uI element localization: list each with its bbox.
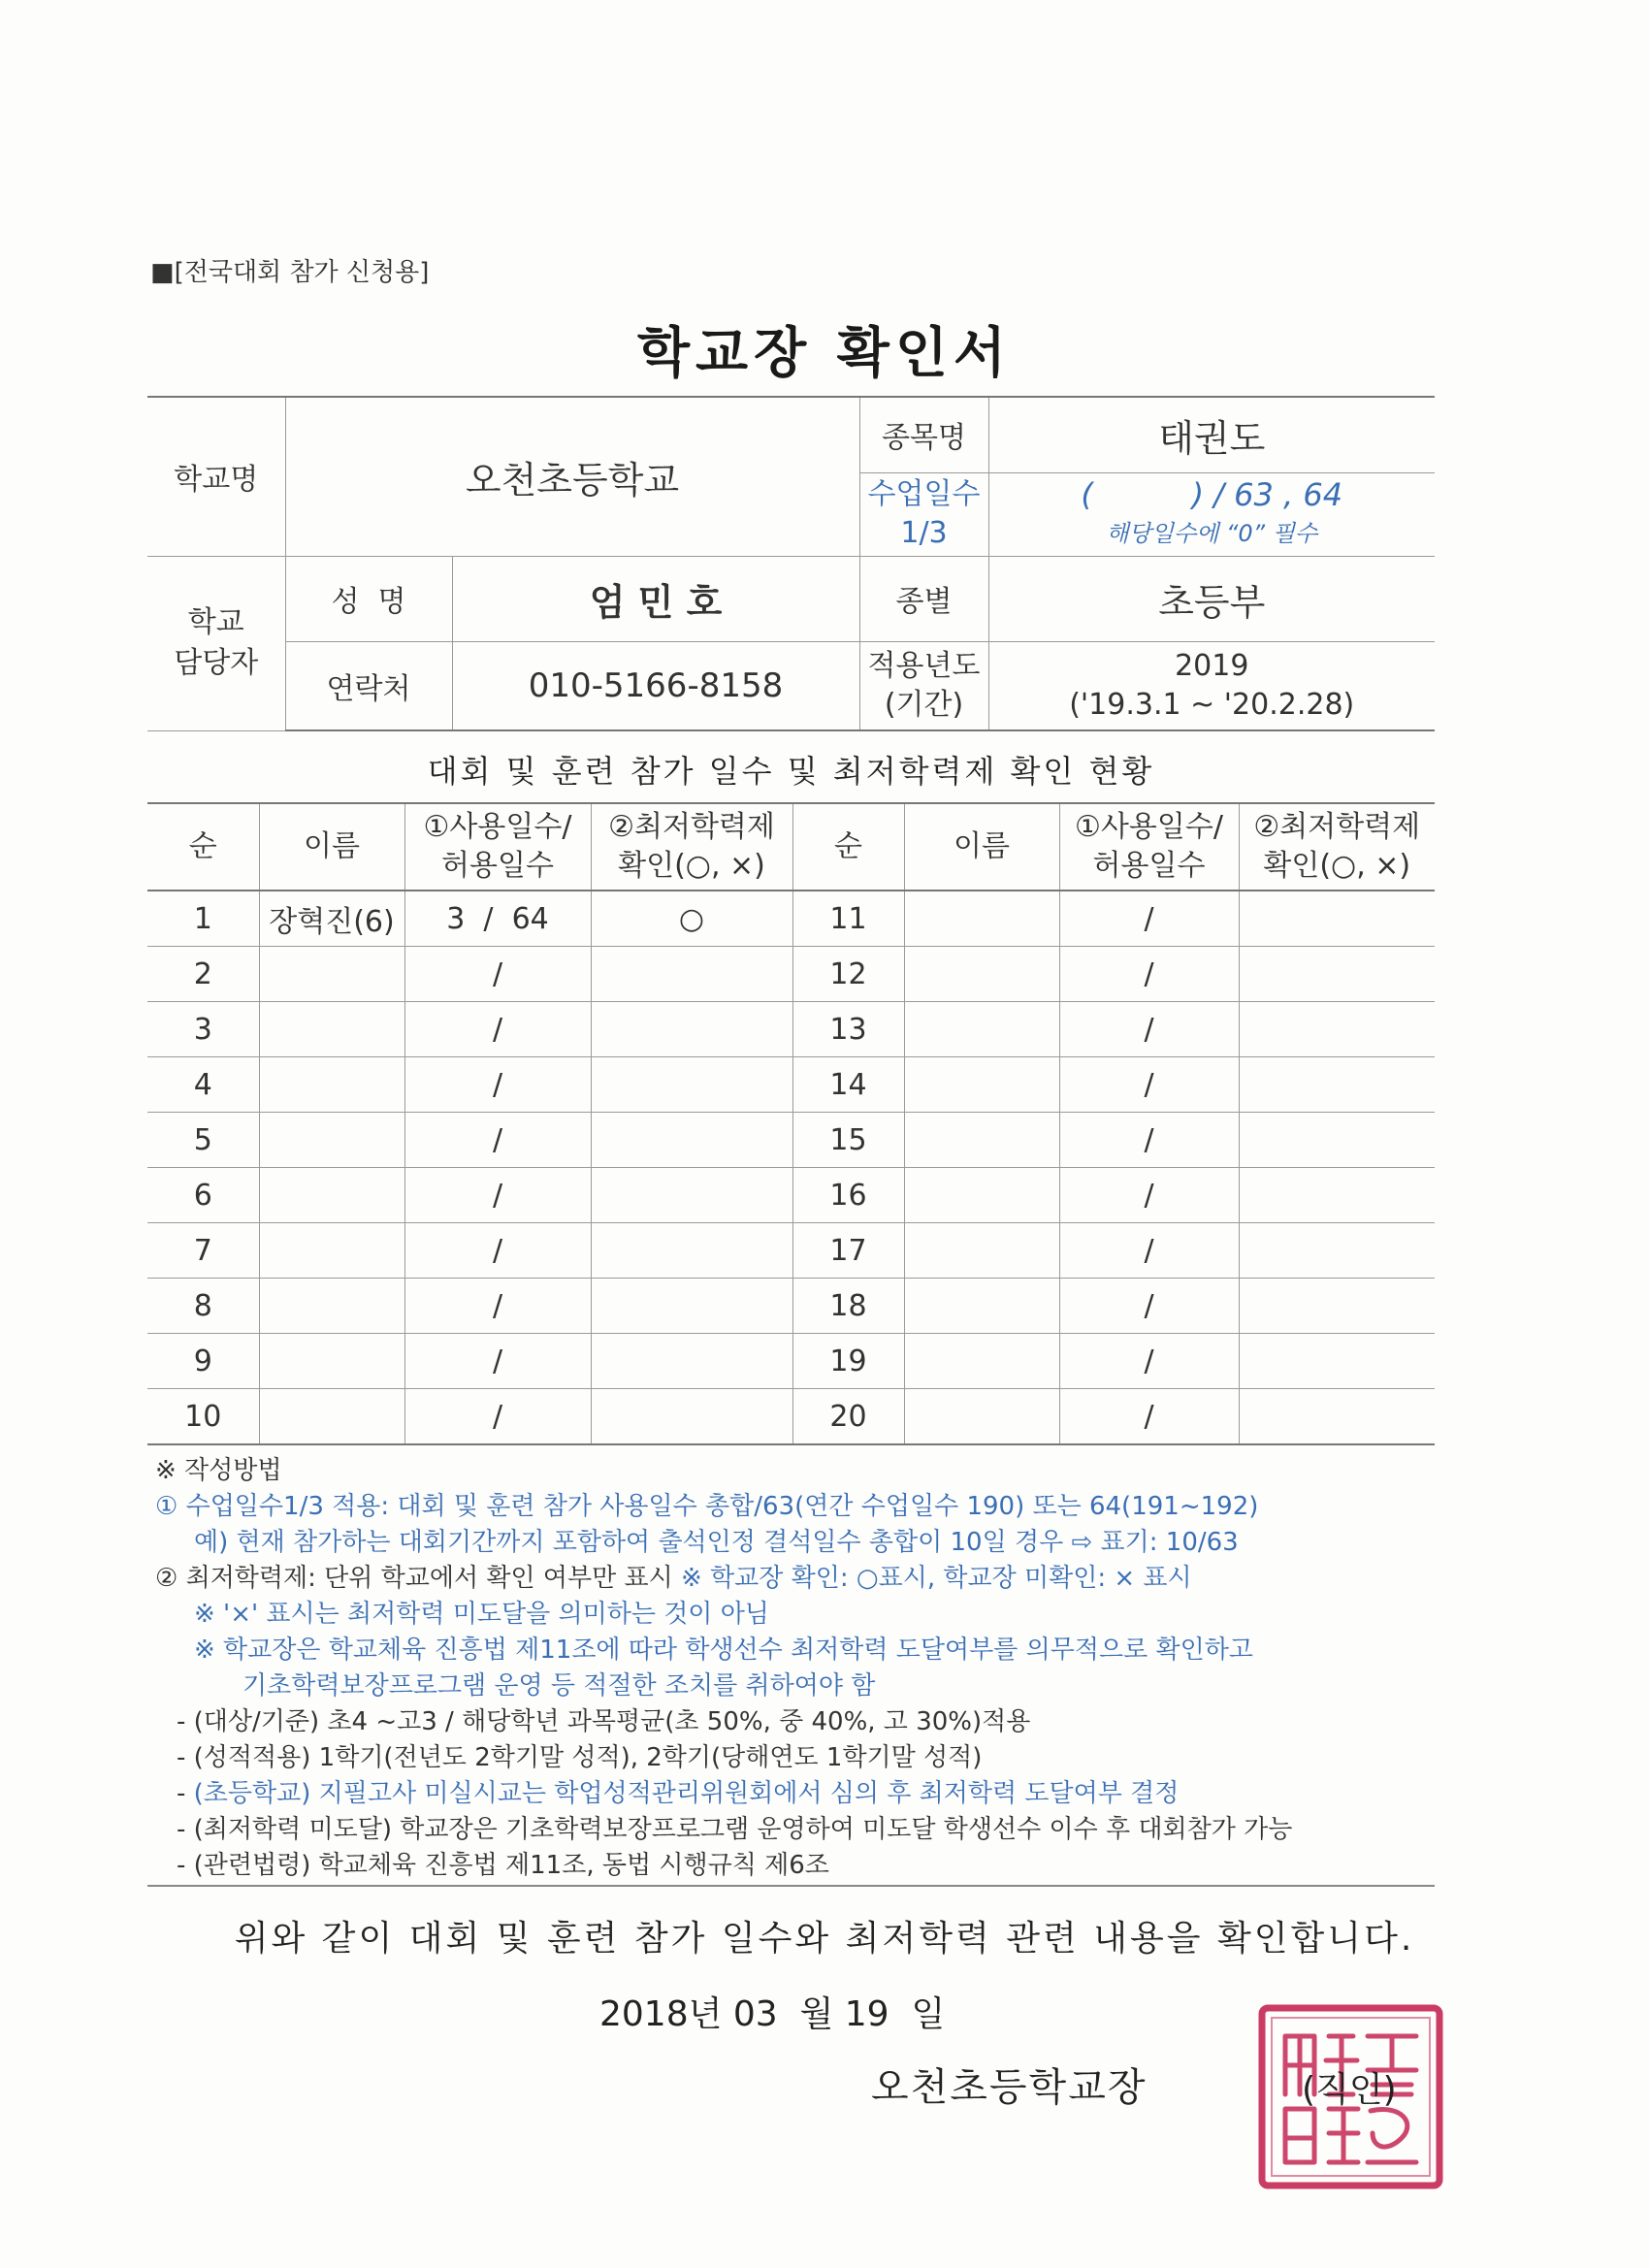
row-number: 16: [792, 1168, 904, 1223]
row-number: 9: [147, 1334, 259, 1389]
athlete-name: [259, 947, 404, 1002]
row-number: 8: [147, 1279, 259, 1334]
note-dash-1: - (대상/기준) 초4 ~고3 / 해당학년 과목평균(초 50%, 중 40%, 고 30%)적용: [177, 1707, 1031, 1736]
days-used: /: [1059, 1002, 1239, 1057]
academic-check: [1239, 891, 1435, 947]
days-used: /: [1059, 1279, 1239, 1334]
row-number: 7: [147, 1223, 259, 1279]
row-number: 17: [792, 1223, 904, 1279]
row-number: 14: [792, 1057, 904, 1113]
row-number: 1: [147, 891, 259, 947]
athlete-name: [904, 1223, 1059, 1279]
year-label-period: (기간): [884, 687, 964, 722]
note-dash-2: - (성적적용) 1학기(전년도 2학기말 성적), 2학기(당해연도 1학기말 성적): [177, 1743, 983, 1772]
table-row: [147, 947, 1435, 1002]
academic-check: [1239, 1057, 1435, 1113]
contact-label: 연락처: [285, 641, 452, 730]
table-row: [147, 891, 1435, 947]
athlete-name: [259, 1389, 404, 1445]
note-2: [155, 1561, 1445, 1597]
row-number: 20: [792, 1389, 904, 1445]
manager-label: 학교: [187, 605, 244, 639]
academic-check: [1239, 1334, 1435, 1389]
academic-check: [591, 947, 792, 1002]
note-4: ※ 학교장은 학교체육 진흥법 제11조에 따라 학생선수 최저학력 도달여부를 의무적으로 확인하고: [194, 1636, 1253, 1665]
note-dash-4: - (최저학력 미도달) 학교장은 기초학력보장프로그램 운영하여 미도달 학생선수 이수 후 대회참가 가능: [177, 1815, 1293, 1844]
row-number: 11: [792, 891, 904, 947]
name-label: 성 명: [285, 556, 452, 641]
days-used: /: [1059, 1223, 1239, 1279]
days-used: /: [1059, 1057, 1239, 1113]
class-days-fraction: 1/3: [900, 516, 948, 550]
table-row: [147, 1002, 1435, 1057]
academic-check: ○: [591, 891, 792, 947]
days-used: /: [404, 1334, 591, 1389]
confirmation-statement: 위와 같이 대회 및 훈련 참가 일수와 최저학력 관련 내용을 확인합니다.: [234, 1919, 1415, 1959]
academic-check: [591, 1389, 792, 1445]
days-used: /: [1059, 1334, 1239, 1389]
athlete-name: [904, 1113, 1059, 1168]
academic-check: [1239, 1002, 1435, 1057]
notes-divider: [147, 1885, 1435, 1887]
academic-check: [591, 1057, 792, 1113]
days-used: /: [1059, 947, 1239, 1002]
athlete-name: 장혁진(6): [259, 891, 404, 947]
days-used: /: [1059, 1389, 1239, 1445]
days-used: /: [404, 1057, 591, 1113]
header-no: 순: [792, 803, 904, 891]
academic-check: [591, 1002, 792, 1057]
table-row: [147, 1334, 1435, 1389]
academic-check: [1239, 1279, 1435, 1334]
academic-check: [1239, 1113, 1435, 1168]
table-row: [147, 1223, 1435, 1279]
row-number: 12: [792, 947, 904, 1002]
row-number: 15: [792, 1113, 904, 1168]
athlete-name: [259, 1168, 404, 1223]
notes-heading: ※ 작성방법: [155, 1456, 282, 1485]
header-confirm-mark: 확인(○, ×): [618, 849, 765, 883]
principal-name: 오천초등학교장: [871, 2065, 1148, 2110]
header-days-allowed: 허용일수: [441, 849, 554, 883]
row-number: 2: [147, 947, 259, 1002]
header-days: ①사용일수/: [1075, 810, 1223, 844]
athlete-name: [259, 1002, 404, 1057]
division-value: 초등부: [988, 556, 1435, 641]
note-2-text: ② 최저학력제: 단위 학교에서 확인 여부만 표시: [155, 1564, 673, 1593]
status-header-row: [147, 803, 1435, 891]
class-days-note: 해당일수에 “0” 필수: [1106, 520, 1318, 547]
academic-check: [591, 1113, 792, 1168]
header-no: 순: [147, 803, 259, 891]
year-value: 2019: [1175, 648, 1249, 683]
sport-label: 종목명: [859, 397, 988, 472]
athlete-name: [904, 891, 1059, 947]
days-used: /: [404, 1223, 591, 1279]
days-used: /: [404, 1002, 591, 1057]
note-dash-3: [155, 1776, 1445, 1812]
note-dash-3-prefix: -: [177, 1779, 194, 1808]
class-days-label: 수업일수: [867, 477, 981, 511]
table-row: [147, 1389, 1435, 1445]
row-number: 3: [147, 1002, 259, 1057]
days-used: /: [1059, 891, 1239, 947]
status-title: 대회 및 훈련 참가 일수 및 최저학력제 확인 현황: [427, 753, 1155, 790]
instructions: [155, 1453, 1445, 1884]
school-name: 오천초등학교: [285, 397, 859, 556]
row-number: 10: [147, 1389, 259, 1445]
academic-check: [591, 1334, 792, 1389]
days-used: /: [1059, 1113, 1239, 1168]
table-row: [147, 1168, 1435, 1223]
header-name: 이름: [259, 803, 404, 891]
note-2-marks: ※ 학교장 확인: ○표시, 학교장 미확인: × 표시: [672, 1564, 1192, 1593]
header-confirm-mark: 확인(○, ×): [1263, 849, 1411, 883]
academic-check: [1239, 1223, 1435, 1279]
division-label: 종별: [859, 556, 988, 641]
days-used: /: [404, 1113, 591, 1168]
days-used: /: [404, 1279, 591, 1334]
athlete-name: [904, 947, 1059, 1002]
academic-check: [1239, 1168, 1435, 1223]
contact-value: 010-5166-8158: [452, 641, 859, 730]
academic-check: [591, 1279, 792, 1334]
document-title: 학교장 확인서: [636, 322, 1013, 385]
athlete-name: [904, 1389, 1059, 1445]
athlete-name: [904, 1002, 1059, 1057]
row-number: 5: [147, 1113, 259, 1168]
header-confirm: ②최저학력제: [1253, 810, 1421, 844]
manager-label-2: 담당자: [174, 646, 259, 680]
school-label: 학교명: [147, 397, 285, 556]
athlete-name: [259, 1334, 404, 1389]
note-dash-3-text: (초등학교) 지필고사 미실시교는 학업성적관리위원회에서 심의 후 최저학력 도달여부 결정: [193, 1779, 1180, 1808]
row-number: 13: [792, 1002, 904, 1057]
academic-check: [591, 1223, 792, 1279]
athlete-name: [904, 1334, 1059, 1389]
days-used: /: [1059, 1168, 1239, 1223]
days-used: /: [404, 1168, 591, 1223]
days-used: 3 / 64: [404, 891, 591, 947]
row-number: 4: [147, 1057, 259, 1113]
note-1-example: 예) 현재 참가하는 대회기간까지 포함하여 출석인정 결석일수 총합이 10일 경우 ⇨ 표기: 10/63: [194, 1528, 1239, 1557]
header-days: ①사용일수/: [423, 810, 572, 844]
table-row: [147, 1279, 1435, 1334]
row-number: 18: [792, 1279, 904, 1334]
athlete-name: [904, 1279, 1059, 1334]
row-number: 6: [147, 1168, 259, 1223]
header-days-allowed: 허용일수: [1092, 849, 1206, 883]
document-category: ■[전국대회 참가 신청용]: [150, 258, 430, 287]
athlete-name: [259, 1223, 404, 1279]
athlete-name: [259, 1113, 404, 1168]
table-row: [147, 1057, 1435, 1113]
info-table: [147, 396, 1435, 731]
year-period: ('19.3.1 ~ '20.2.28): [1069, 687, 1355, 722]
issue-date: 2018년 03 월 19 일: [599, 1994, 946, 2034]
sport-value: 태권도: [988, 397, 1435, 472]
athlete-name: [259, 1279, 404, 1334]
header-confirm: ②최저학력제: [608, 810, 775, 844]
academic-check: [1239, 1389, 1435, 1445]
athlete-name: [904, 1168, 1059, 1223]
athlete-name: [259, 1057, 404, 1113]
class-days-value: ( ) / 63 , 64: [1081, 476, 1343, 513]
row-number: 19: [792, 1334, 904, 1389]
header-name: 이름: [904, 803, 1059, 891]
academic-check: [591, 1168, 792, 1223]
status-table: [147, 802, 1435, 1445]
days-used: /: [404, 1389, 591, 1445]
year-label: 적용년도: [867, 648, 981, 683]
seal-label: (직인): [1302, 2070, 1397, 2110]
academic-check: [1239, 947, 1435, 1002]
note-dash-5: - (관련법령) 학교체육 진흥법 제11조, 동법 시행규칙 제6조: [177, 1851, 829, 1880]
athlete-name: [904, 1057, 1059, 1113]
days-used: /: [404, 947, 591, 1002]
note-3: ※ '×' 표시는 최저학력 미도달을 의미하는 것이 아님: [194, 1600, 769, 1629]
note-4-cont: 기초학력보장프로그램 운영 등 적절한 조치를 취하여야 함: [242, 1671, 876, 1701]
table-row: [147, 1113, 1435, 1168]
name-value: 엄 민 호: [452, 556, 859, 641]
note-1: ① 수업일수1/3 적용: 대회 및 훈련 참가 사용일수 총합/63(연간 수업일수 190) 또는 64(191~192): [155, 1492, 1259, 1521]
